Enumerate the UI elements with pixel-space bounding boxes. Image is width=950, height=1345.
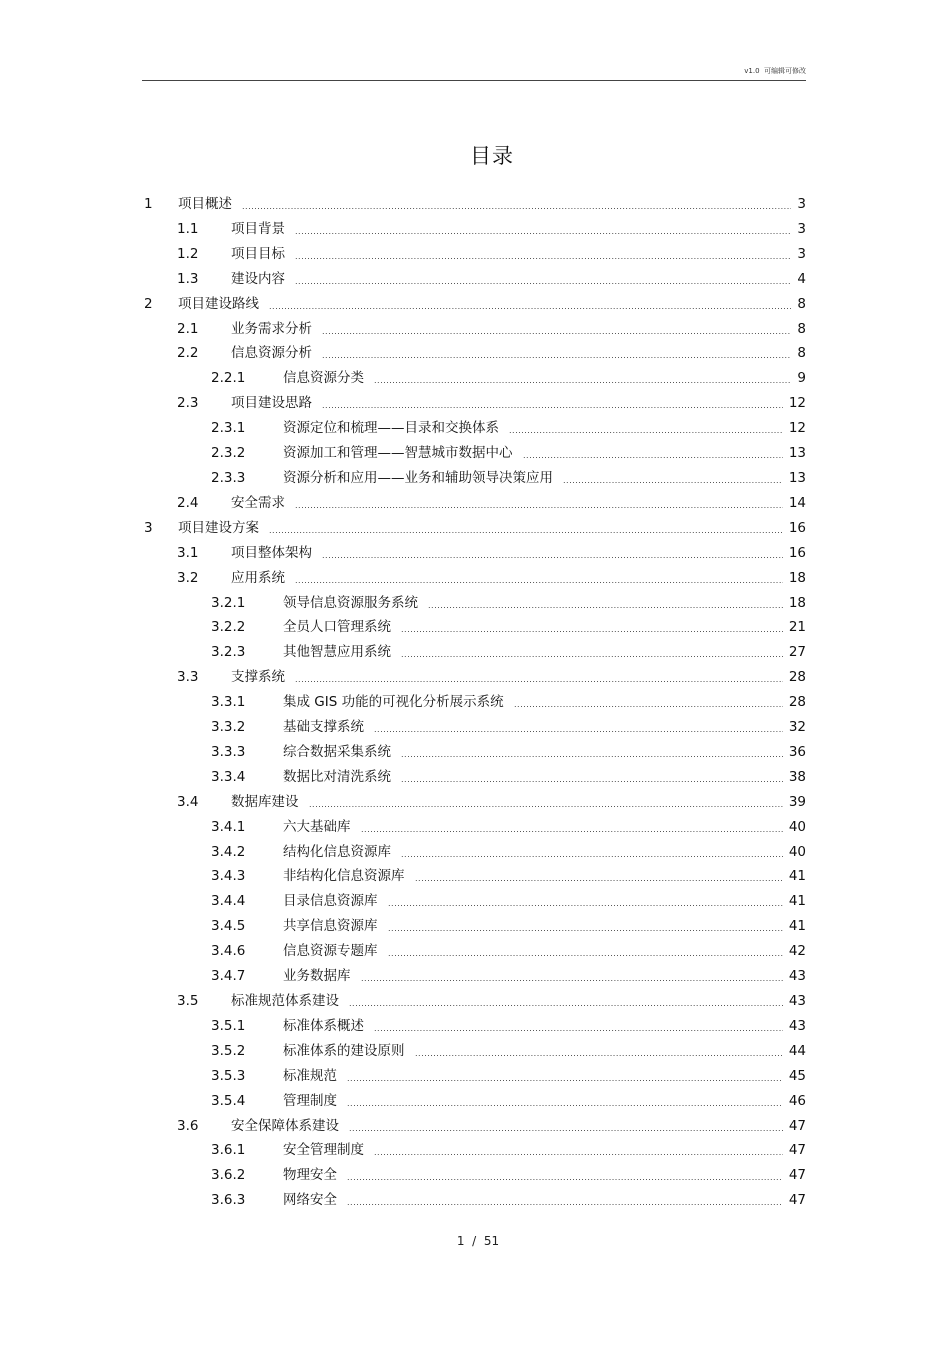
toc-dot-leader — [295, 246, 791, 263]
toc-entry-page: 13 — [788, 445, 806, 462]
toc-entry-title: 建设内容 — [231, 270, 285, 287]
toc-entry[interactable] — [0, 1188, 950, 1213]
toc-entry[interactable] — [0, 740, 950, 765]
toc-entry-number: 3.4.1 — [211, 818, 246, 835]
toc-entry-title: 项目整体架构 — [231, 544, 312, 561]
toc-entry[interactable] — [0, 591, 950, 616]
toc-dot-leader — [295, 495, 783, 512]
toc-entry-number: 3.5.1 — [211, 1017, 246, 1034]
toc-entry-number: 3.4.6 — [211, 943, 246, 960]
toc-entry-title: 标准体系概述 — [283, 1017, 364, 1034]
toc-entry-number: 3.3.4 — [211, 768, 246, 785]
toc-entry[interactable] — [0, 914, 950, 939]
toc-entry[interactable] — [0, 1014, 950, 1039]
toc-dot-leader — [388, 918, 783, 935]
toc-dot-leader — [514, 694, 783, 711]
toc-dot-leader — [401, 619, 783, 636]
toc-entry[interactable] — [0, 790, 950, 815]
toc-entry-title: 六大基础库 — [283, 818, 351, 835]
toc-entry[interactable] — [0, 840, 950, 865]
toc-entry-number: 2.4 — [177, 494, 199, 511]
toc-entry[interactable] — [0, 989, 950, 1014]
toc-entry-title: 信息资源分类 — [283, 370, 364, 387]
toc-dot-leader — [401, 844, 783, 861]
toc-dot-leader — [347, 1068, 783, 1085]
toc-entry-number: 3.5 — [177, 993, 199, 1009]
toc-entry[interactable] — [0, 217, 950, 242]
toc-dot-leader — [269, 296, 791, 313]
toc-entry-number: 3.6 — [177, 1117, 199, 1134]
toc-entry-page: 38 — [788, 768, 806, 785]
toc-entry-title: 共享信息资源库 — [283, 918, 378, 935]
toc-entry-page: 41 — [788, 893, 806, 910]
toc-entry-title: 项目背景 — [231, 220, 285, 237]
toc-entry-title: 管理制度 — [283, 1092, 337, 1109]
toc-entry-title: 项目建设方案 — [178, 519, 259, 536]
toc-entry-number: 2.3 — [177, 395, 199, 412]
toc-dot-leader — [401, 744, 783, 761]
toc-dot-leader — [309, 794, 783, 811]
toc-dot-leader — [361, 819, 783, 836]
toc-entry-number: 2.1 — [177, 320, 199, 337]
toc-dot-leader — [269, 520, 783, 537]
toc-dot-leader — [322, 321, 791, 338]
toc-entry[interactable] — [0, 341, 950, 366]
toc-entry-number: 3.3.3 — [211, 743, 246, 760]
toc-dot-leader — [388, 943, 783, 960]
toc-entry[interactable] — [0, 292, 950, 317]
toc-dot-leader — [349, 993, 783, 1010]
toc-entry[interactable] — [0, 715, 950, 740]
toc-entry-number: 3.4.2 — [211, 843, 246, 860]
toc-entry[interactable] — [0, 1138, 950, 1163]
toc-dot-leader — [361, 968, 783, 985]
toc-dot-leader — [388, 893, 783, 910]
toc-entry-number: 3.6.3 — [211, 1192, 246, 1209]
toc-entry-title: 目录信息资源库 — [283, 893, 378, 910]
toc-entry-page: 3 — [797, 220, 806, 237]
toc-dot-leader — [509, 420, 783, 437]
toc-dot-leader — [347, 1167, 783, 1184]
toc-entry-page: 14 — [788, 494, 806, 511]
toc-dot-leader — [322, 545, 783, 562]
toc-entry-title: 项目概述 — [178, 196, 232, 212]
toc-entry-title: 安全需求 — [231, 494, 285, 511]
toc-entry[interactable] — [0, 765, 950, 790]
toc-entry-number: 2.2.1 — [211, 370, 246, 387]
toc-entry-page: 36 — [788, 743, 806, 760]
toc-entry[interactable] — [0, 441, 950, 466]
page-number: 1 / 51 — [456, 1234, 500, 1248]
toc-entry-number: 2.3.3 — [211, 469, 246, 486]
header-version: v1.0 可编辑可修改 — [744, 67, 806, 75]
toc-dot-leader — [322, 345, 791, 362]
toc-entry[interactable] — [0, 690, 950, 715]
toc-entry[interactable] — [0, 1089, 950, 1114]
toc-entry-page: 45 — [788, 1067, 806, 1084]
toc-entry[interactable] — [0, 516, 950, 541]
toc-entry-page: 27 — [788, 644, 806, 661]
toc-entry[interactable] — [0, 615, 950, 640]
toc-entry[interactable] — [0, 1163, 950, 1188]
toc-dot-leader — [415, 868, 783, 885]
toc-dot-leader — [563, 470, 783, 487]
toc-entry-page: 8 — [797, 320, 806, 337]
toc-entry-page: 3 — [797, 245, 806, 262]
toc-entry-number: 3.5.4 — [211, 1092, 246, 1109]
toc-entry-page: 39 — [788, 793, 806, 810]
toc-entry-title: 数据比对清洗系统 — [283, 768, 391, 785]
toc-entry-number: 3.6.1 — [211, 1142, 246, 1159]
toc-entry-number: 3 — [144, 519, 153, 536]
toc-entry-title: 项目建设路线 — [178, 295, 259, 312]
toc-entry-page: 18 — [788, 594, 806, 611]
table-of-contents — [0, 192, 950, 1213]
toc-entry-page: 46 — [788, 1092, 806, 1109]
toc-entry-number: 1.3 — [177, 270, 199, 287]
toc-entry-page: 4 — [797, 270, 806, 287]
toc-dot-leader — [295, 669, 783, 686]
toc-entry-title: 全员人口管理系统 — [283, 619, 391, 636]
toc-entry-title: 项目目标 — [231, 245, 285, 262]
toc-entry-number: 3.6.2 — [211, 1167, 246, 1184]
toc-entry-number: 3.4.5 — [211, 918, 246, 935]
toc-entry[interactable] — [0, 466, 950, 491]
toc-entry-title: 结构化信息资源库 — [283, 843, 391, 860]
toc-entry-title: 项目建设思路 — [231, 395, 312, 412]
toc-entry[interactable] — [0, 491, 950, 516]
toc-entry[interactable] — [0, 939, 950, 964]
toc-entry-number: 2.3.1 — [211, 420, 246, 437]
toc-dot-leader — [401, 769, 783, 786]
toc-entry-number: 3.2 — [177, 569, 199, 586]
toc-entry-number: 3.4.7 — [211, 968, 246, 985]
toc-entry-title: 应用系统 — [231, 569, 285, 586]
toc-entry-number: 3.2.2 — [211, 619, 246, 636]
toc-entry[interactable] — [0, 889, 950, 914]
toc-dot-leader — [322, 395, 783, 412]
toc-entry-page: 8 — [797, 295, 806, 312]
toc-entry-title: 数据库建设 — [231, 793, 299, 810]
toc-entry-title: 信息资源分析 — [231, 345, 312, 362]
toc-entry-title: 其他智慧应用系统 — [283, 644, 391, 661]
toc-entry-page: 41 — [788, 868, 806, 885]
toc-entry-page: 47 — [788, 1167, 806, 1184]
toc-entry-title: 集成 GIS 功能的可视化分析展示系统 — [283, 694, 504, 711]
page-title: 目录 — [470, 144, 514, 168]
toc-entry[interactable] — [0, 665, 950, 690]
toc-dot-leader — [295, 221, 791, 238]
toc-entry-page: 43 — [788, 993, 806, 1009]
toc-entry[interactable] — [0, 391, 950, 416]
toc-dot-leader — [347, 1093, 783, 1110]
toc-entry-title: 领导信息资源服务系统 — [283, 594, 418, 611]
toc-dot-leader — [374, 1142, 783, 1159]
header-divider — [142, 80, 806, 81]
toc-entry-title: 标准体系的建设原则 — [283, 1042, 405, 1059]
toc-entry-page: 9 — [797, 370, 806, 387]
toc-entry[interactable] — [0, 192, 950, 217]
toc-entry-page: 32 — [788, 719, 806, 736]
toc-entry-title: 标准规范 — [283, 1067, 337, 1084]
toc-dot-leader — [401, 644, 783, 661]
toc-entry-number: 3.2.1 — [211, 594, 246, 611]
toc-dot-leader — [349, 1118, 783, 1135]
toc-entry-page: 28 — [788, 694, 806, 711]
toc-entry-title: 信息资源专题库 — [283, 943, 378, 960]
toc-entry-number: 3.2.3 — [211, 644, 246, 661]
toc-dot-leader — [242, 196, 791, 213]
toc-entry-page: 47 — [788, 1142, 806, 1159]
toc-entry-number: 3.4.3 — [211, 868, 246, 885]
toc-entry-number: 1 — [144, 196, 153, 212]
toc-entry-title: 非结构化信息资源库 — [283, 868, 405, 885]
toc-entry[interactable] — [0, 566, 950, 591]
toc-entry-page: 12 — [788, 420, 806, 437]
toc-entry-title: 综合数据采集系统 — [283, 743, 391, 760]
toc-dot-leader — [374, 719, 783, 736]
toc-entry-number: 3.4.4 — [211, 893, 246, 910]
toc-entry-title: 业务数据库 — [283, 968, 351, 985]
toc-entry-page: 18 — [788, 569, 806, 586]
toc-entry[interactable] — [0, 815, 950, 840]
toc-entry[interactable] — [0, 541, 950, 566]
toc-entry[interactable] — [0, 317, 950, 342]
toc-entry-number: 3.5.3 — [211, 1067, 246, 1084]
toc-entry-page: 43 — [788, 968, 806, 985]
toc-entry-page: 40 — [788, 818, 806, 835]
toc-entry-number: 1.1 — [177, 220, 199, 237]
toc-entry-number: 3.3.1 — [211, 694, 246, 711]
toc-entry-title: 业务需求分析 — [231, 320, 312, 337]
toc-dot-leader — [295, 271, 791, 288]
toc-entry-number: 2 — [144, 295, 153, 312]
toc-dot-leader — [428, 595, 783, 612]
toc-entry-title: 基础支撑系统 — [283, 719, 364, 736]
toc-entry-page: 40 — [788, 843, 806, 860]
toc-entry-page: 43 — [788, 1017, 806, 1034]
toc-dot-leader — [415, 1043, 783, 1060]
toc-entry-page: 28 — [788, 669, 806, 686]
toc-entry-title: 安全管理制度 — [283, 1142, 364, 1159]
toc-entry[interactable] — [0, 1114, 950, 1139]
toc-entry-page: 16 — [788, 544, 806, 561]
toc-entry-number: 1.2 — [177, 245, 199, 262]
toc-entry-title: 资源分析和应用——业务和辅助领导决策应用 — [283, 469, 553, 486]
toc-entry-number: 3.4 — [177, 793, 199, 810]
toc-entry-page: 47 — [788, 1192, 806, 1209]
toc-entry-number: 3.5.2 — [211, 1042, 246, 1059]
toc-entry-number: 3.1 — [177, 544, 199, 561]
toc-entry-title: 标准规范体系建设 — [231, 993, 339, 1009]
toc-entry[interactable] — [0, 267, 950, 292]
toc-entry-title: 资源定位和梳理——目录和交换体系 — [283, 420, 499, 437]
toc-entry-title: 资源加工和管理——智慧城市数据中心 — [283, 445, 513, 462]
toc-entry[interactable] — [0, 242, 950, 267]
toc-dot-leader — [295, 570, 783, 587]
toc-entry[interactable] — [0, 640, 950, 665]
toc-entry-number: 2.3.2 — [211, 445, 246, 462]
toc-entry-title: 物理安全 — [283, 1167, 337, 1184]
toc-entry[interactable] — [0, 1039, 950, 1064]
toc-entry[interactable] — [0, 1064, 950, 1089]
toc-entry-title: 支撑系统 — [231, 669, 285, 686]
toc-entry-page: 12 — [788, 395, 806, 412]
toc-entry-number: 3.3 — [177, 669, 199, 686]
toc-entry-page: 8 — [797, 345, 806, 362]
toc-entry-page: 47 — [788, 1117, 806, 1134]
toc-dot-leader — [374, 1018, 783, 1035]
toc-entry-page: 21 — [788, 619, 806, 636]
toc-dot-leader — [374, 370, 791, 387]
toc-entry[interactable] — [0, 416, 950, 441]
toc-entry-number: 3.3.2 — [211, 719, 246, 736]
toc-dot-leader — [523, 445, 783, 462]
toc-entry-title: 网络安全 — [283, 1192, 337, 1209]
toc-entry-page: 41 — [788, 918, 806, 935]
toc-entry-number: 2.2 — [177, 345, 199, 362]
toc-entry-page: 16 — [788, 519, 806, 536]
toc-entry-page: 42 — [788, 943, 806, 960]
toc-entry-page: 13 — [788, 469, 806, 486]
toc-entry-page: 44 — [788, 1042, 806, 1059]
toc-entry-page: 3 — [797, 196, 806, 212]
toc-entry[interactable] — [0, 864, 950, 889]
toc-entry-title: 安全保障体系建设 — [231, 1117, 339, 1134]
toc-dot-leader — [347, 1192, 783, 1209]
toc-entry[interactable] — [0, 964, 950, 989]
toc-entry[interactable] — [0, 366, 950, 391]
